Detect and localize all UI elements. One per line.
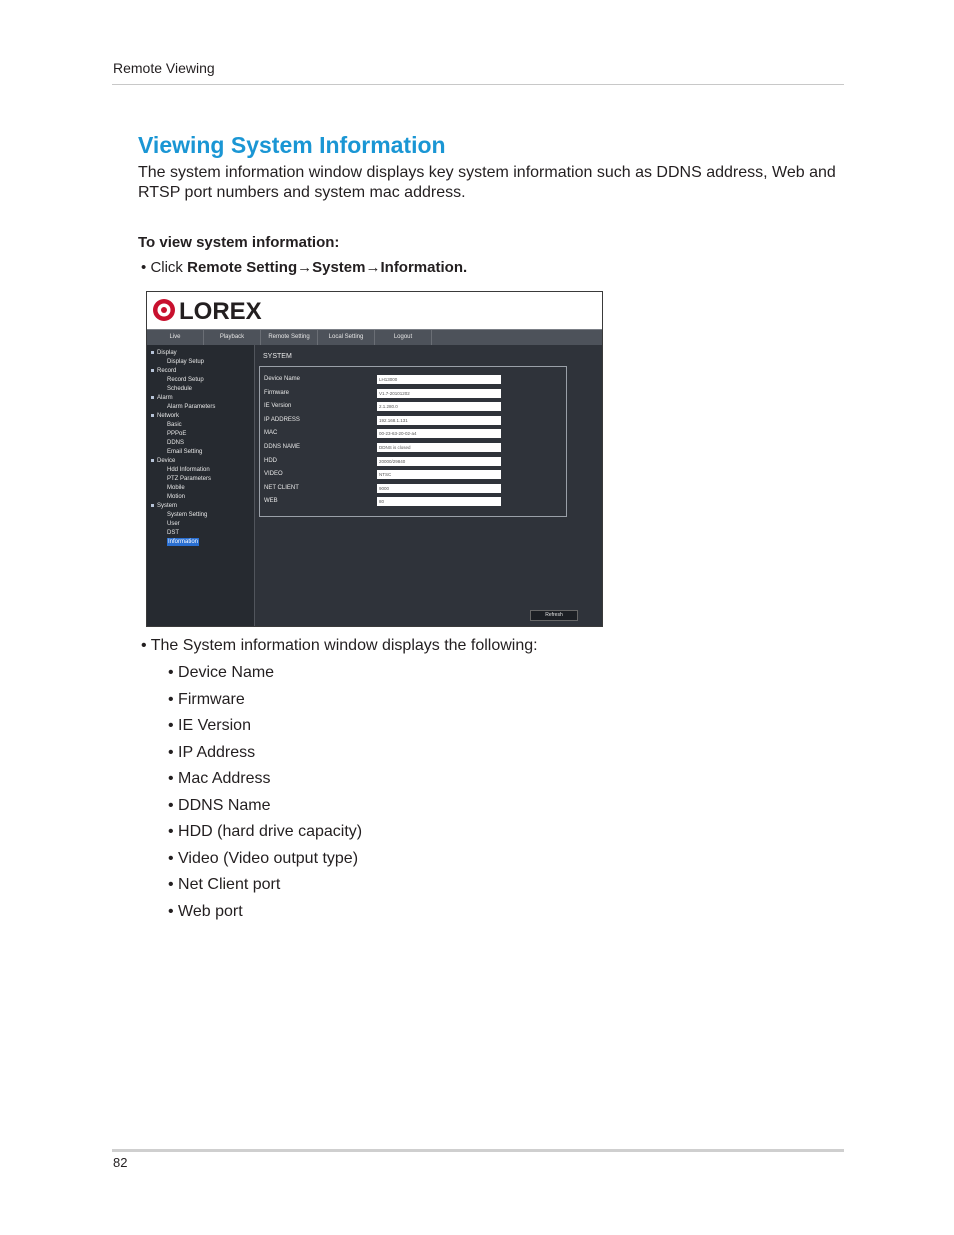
procedure-heading: To view system information: <box>138 234 340 251</box>
tree-label: Information <box>168 539 199 545</box>
info-value-field: 2.1.280.0 <box>377 402 501 411</box>
tree-label: Mobile <box>167 485 185 491</box>
info-value-field: DDNS is closed <box>377 443 501 452</box>
tab-remote-setting[interactable]: Remote Setting <box>261 330 318 345</box>
system-info-panel <box>259 366 567 517</box>
panel-title: SYSTEM <box>263 353 292 360</box>
info-value-field: V1.7-20101202 <box>377 389 501 398</box>
tree-label: Hdd Information <box>167 467 210 473</box>
tree-group[interactable] <box>151 367 176 375</box>
tree-label: Alarm Parameters <box>167 404 216 410</box>
expand-icon <box>151 396 154 399</box>
tree-item[interactable] <box>167 529 179 537</box>
tree-label: PTZ Parameters <box>167 476 212 482</box>
tree-label: DST <box>167 530 179 536</box>
tree-label: Record <box>157 368 177 374</box>
logo-bar <box>147 292 602 329</box>
tree-label: User <box>167 521 180 527</box>
tree-label: Alarm <box>157 395 173 401</box>
info-value-field: 80 <box>377 497 501 506</box>
tree-item[interactable] <box>167 448 202 456</box>
expand-icon <box>151 369 154 372</box>
logo-wordmark: LOREX <box>179 298 262 324</box>
footer-divider <box>112 1149 844 1152</box>
info-label: NET CLIENT <box>264 484 299 491</box>
info-label: WEB <box>264 498 278 505</box>
info-label: DDNS NAME <box>264 444 301 450</box>
info-label: VIDEO <box>264 471 283 478</box>
list-item: • DDNS Name <box>168 796 271 814</box>
expand-icon <box>151 504 154 507</box>
info-value-field: 00-23-63-20-02-a4 <box>377 429 501 438</box>
tree-item[interactable] <box>167 520 180 528</box>
tree-label: Email Setting <box>167 449 203 455</box>
list-item: • IP Address <box>168 743 256 761</box>
tree-item[interactable] <box>167 475 211 483</box>
tree-item[interactable] <box>167 403 215 411</box>
tab-logout[interactable]: Logout <box>375 330 432 345</box>
tree-item[interactable] <box>167 421 182 429</box>
expand-icon <box>151 351 154 354</box>
tree-item[interactable] <box>167 466 210 474</box>
tree-label: Display <box>157 350 177 356</box>
bullet: • <box>141 259 147 276</box>
section-header: Remote Viewing <box>113 60 215 76</box>
tree-label: Schedule <box>167 386 193 392</box>
lorex-logo <box>151 296 291 324</box>
list-intro: • The System information window displays the following: <box>141 637 538 654</box>
settings-tree <box>147 345 255 626</box>
list-item: • Device Name <box>168 664 275 681</box>
list-item: • HDD (hard drive capacity) <box>168 823 363 840</box>
procedure-step <box>141 259 467 276</box>
step-prefix: Click <box>150 259 183 276</box>
info-value-field: 20000/29840 <box>377 457 501 466</box>
intro-paragraph: The system information window displays key system information such as DDNS address, Web and RTSP port numbers and system mac address. <box>138 164 836 201</box>
tree-item[interactable] <box>167 493 185 501</box>
refresh-button[interactable]: Refresh <box>530 610 578 621</box>
tree-label: Display Setup <box>167 359 205 365</box>
tree-label: Basic <box>167 422 182 428</box>
menu-path: Remote Setting→System→Information. <box>187 259 468 276</box>
list-item: • Firmware <box>168 690 245 708</box>
tree-label: System Setting <box>167 512 208 518</box>
tree-group[interactable] <box>151 457 175 465</box>
list-item: • IE Version <box>168 717 251 734</box>
tree-item[interactable] <box>167 439 184 447</box>
page-number: 82 <box>113 1155 128 1170</box>
tree-label: Device <box>157 458 176 464</box>
tree-group[interactable] <box>151 349 177 357</box>
info-label: HDD <box>264 457 277 464</box>
info-label: Firmware <box>264 389 289 396</box>
expand-icon <box>151 414 154 417</box>
tree-item[interactable] <box>167 376 204 384</box>
list-item: • Mac Address <box>168 770 271 787</box>
info-label: Device Name <box>264 376 301 382</box>
list-item: • Net Client port <box>168 876 281 893</box>
tree-label: Record Setup <box>167 377 204 383</box>
list-item: • Video (Video output type) <box>168 849 359 867</box>
tab-playback[interactable]: Playback <box>204 330 261 345</box>
system-panel-area <box>255 345 602 626</box>
field-list <box>168 663 362 928</box>
info-value-field: NTSC <box>377 470 501 479</box>
tree-group[interactable] <box>151 502 177 510</box>
top-nav-bar <box>147 329 602 345</box>
system-information-screenshot <box>146 291 603 627</box>
tab-local-setting[interactable]: Local Setting <box>318 330 375 345</box>
page-title: Viewing System Information <box>138 132 446 158</box>
tree-label: Network <box>157 413 180 419</box>
info-label: MAC <box>264 430 278 437</box>
tree-group[interactable] <box>151 412 179 420</box>
info-label: IP ADDRESS <box>264 416 300 423</box>
tree-group[interactable] <box>151 394 173 402</box>
tree-item[interactable] <box>167 511 207 519</box>
info-value-field: LH13000 <box>377 375 501 384</box>
info-value-field: 9000 <box>377 484 501 493</box>
tree-label: System <box>157 503 178 509</box>
list-item: • Web port <box>168 902 243 920</box>
tree-item[interactable] <box>167 385 192 393</box>
header-divider <box>112 84 844 85</box>
expand-icon <box>151 459 154 462</box>
tree-item[interactable] <box>167 484 185 492</box>
info-label: IE Version <box>264 403 292 410</box>
tree-label: PPPoE <box>167 431 187 437</box>
tree-item[interactable] <box>167 538 199 546</box>
tree-label: Motion <box>167 494 186 500</box>
tree-label: DDNS <box>167 440 185 446</box>
tab-live[interactable]: Live <box>147 330 204 345</box>
info-value-field: 192.168.1.131 <box>377 416 501 425</box>
tree-item[interactable] <box>167 430 186 438</box>
tree-item[interactable] <box>167 358 204 366</box>
